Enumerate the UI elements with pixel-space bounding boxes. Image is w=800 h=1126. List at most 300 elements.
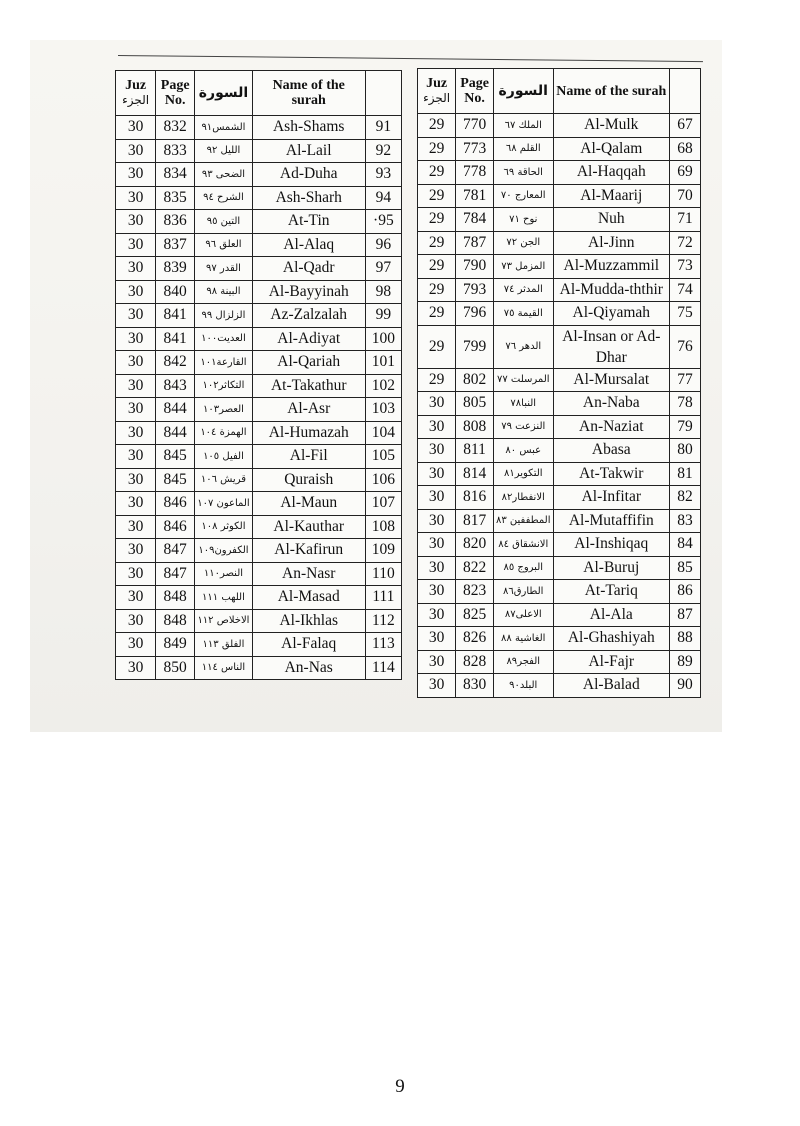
table-row: [418, 439, 701, 463]
table-row: [418, 580, 701, 604]
surah-arabic-cell: البروج ٨٥: [494, 556, 554, 580]
surah-number-cell: 80: [670, 439, 701, 463]
juz-cell: 29: [418, 161, 456, 185]
table-row: [418, 486, 701, 510]
page-cell: 817: [456, 509, 494, 533]
header-page-no: Page No.: [456, 69, 494, 114]
surah-name-cell: An-Naba: [553, 392, 670, 416]
surah-name-cell: Al-Mulk: [553, 114, 670, 138]
surah-number-cell: 105: [365, 445, 401, 469]
table-row: [116, 586, 402, 610]
header-juz-arabic: الجزء: [122, 93, 150, 107]
juz-cell: 29: [418, 231, 456, 255]
surah-number-cell: 74: [670, 278, 701, 302]
surah-arabic-cell: المزمل ٧٣: [494, 255, 554, 279]
surah-arabic-cell: قريش ١٠٦: [195, 468, 252, 492]
page-cell: 846: [156, 492, 195, 516]
juz-cell: 29: [418, 302, 456, 326]
surah-number-cell: 96: [365, 233, 401, 257]
surah-name-cell: At-Takathur: [252, 374, 365, 398]
table-body-right: [418, 114, 701, 698]
juz-cell: 30: [418, 486, 456, 510]
surah-arabic-cell: القدر ٩٧: [195, 257, 252, 281]
surah-number-cell: 83: [670, 509, 701, 533]
page-cell: 784: [456, 208, 494, 232]
surah-name-cell: Al-Kauthar: [252, 515, 365, 539]
surah-arabic-cell: القيمة ٧٥: [494, 302, 554, 326]
surah-number-cell: 110: [365, 562, 401, 586]
surah-number-cell: 98: [365, 280, 401, 304]
table-row: [116, 609, 402, 633]
surah-arabic-cell: الاخلاص ١١٢: [195, 609, 252, 633]
juz-cell: 30: [116, 139, 156, 163]
table-row: [418, 302, 701, 326]
surah-name-cell: Al-Fil: [252, 445, 365, 469]
surah-arabic-cell: الانفطار٨٢: [494, 486, 554, 510]
juz-cell: 30: [116, 421, 156, 445]
surah-arabic-cell: اللهب ١١١: [195, 586, 252, 610]
surah-number-cell: 113: [365, 633, 401, 657]
table-row: [418, 392, 701, 416]
surah-arabic-cell: الليل ٩٢: [195, 139, 252, 163]
header-surah-arabic: السورة: [195, 71, 252, 116]
juz-cell: 29: [418, 368, 456, 392]
page-cell: 796: [456, 302, 494, 326]
surah-arabic-cell: التكاثر١٠٢: [195, 374, 252, 398]
surah-arabic-cell: العصر١٠٣: [195, 398, 252, 422]
surah-number-cell: 92: [365, 139, 401, 163]
juz-cell: 30: [116, 233, 156, 257]
page-cell: 842: [156, 351, 195, 375]
surah-number-cell: 104: [365, 421, 401, 445]
surah-arabic-cell: المرسلت ٧٧: [494, 368, 554, 392]
surah-name-cell: Nuh: [553, 208, 670, 232]
table-row: [418, 161, 701, 185]
page-cell: 834: [156, 163, 195, 187]
table-row: [116, 257, 402, 281]
page-cell: 833: [156, 139, 195, 163]
juz-cell: 30: [116, 257, 156, 281]
surah-number-cell: 94: [365, 186, 401, 210]
page-cell: 840: [156, 280, 195, 304]
table-row: [116, 374, 402, 398]
juz-cell: 29: [418, 255, 456, 279]
surah-name-cell: Al-Adiyat: [252, 327, 365, 351]
surah-name-cell: Al-Jinn: [553, 231, 670, 255]
page-cell: 808: [456, 415, 494, 439]
page-cell: 846: [156, 515, 195, 539]
surah-number-cell: 78: [670, 392, 701, 416]
surah-arabic-cell: الاعلى٨٧: [494, 603, 554, 627]
surah-name-cell: Ad-Duha: [252, 163, 365, 187]
surah-name-cell: At-Tariq: [553, 580, 670, 604]
page-cell: 799: [456, 325, 494, 368]
surah-arabic-cell: الطارق٨٦: [494, 580, 554, 604]
surah-name-cell: Az-Zalzalah: [252, 304, 365, 328]
page-cell: 778: [456, 161, 494, 185]
page-cell: 839: [156, 257, 195, 281]
juz-cell: 29: [418, 278, 456, 302]
table-row: [116, 421, 402, 445]
table-row: [116, 492, 402, 516]
surah-arabic-cell: القلم ٦٨: [494, 137, 554, 161]
surah-number-cell: 77: [670, 368, 701, 392]
surah-number-cell: 109: [365, 539, 401, 563]
juz-cell: 29: [418, 137, 456, 161]
surah-name-cell: Al-Qiyamah: [553, 302, 670, 326]
juz-cell: 30: [116, 163, 156, 187]
page-cell: 781: [456, 184, 494, 208]
page-cell: 845: [156, 468, 195, 492]
surah-index-table-right: [417, 68, 701, 698]
page-number: 9: [395, 1076, 405, 1097]
surah-name-cell: Al-Qalam: [553, 137, 670, 161]
juz-cell: 30: [116, 398, 156, 422]
juz-cell: 30: [116, 116, 156, 140]
surah-name-cell: Al-Maun: [252, 492, 365, 516]
surah-number-cell: 108: [365, 515, 401, 539]
page-cell: 847: [156, 539, 195, 563]
page-cell: 802: [456, 368, 494, 392]
table-row: [116, 445, 402, 469]
page-cell: 847: [156, 562, 195, 586]
surah-number-cell: 71: [670, 208, 701, 232]
table-row: [116, 163, 402, 187]
surah-arabic-cell: الفلق ١١٣: [195, 633, 252, 657]
surah-number-cell: 111: [365, 586, 401, 610]
table-row: [116, 233, 402, 257]
surah-number-cell: 68: [670, 137, 701, 161]
page-cell: 832: [156, 116, 195, 140]
surah-name-cell: Al-Balad: [553, 674, 670, 698]
surah-arabic-cell: الملك ٦٧: [494, 114, 554, 138]
table-row: [116, 656, 402, 680]
table-row: [116, 116, 402, 140]
table-row: [116, 539, 402, 563]
surah-number-cell: ·95: [365, 210, 401, 234]
surah-number-cell: 91: [365, 116, 401, 140]
table-row: [418, 278, 701, 302]
surah-number-cell: 67: [670, 114, 701, 138]
page-cell: 826: [456, 627, 494, 651]
surah-name-cell: Al-Ghashiyah: [553, 627, 670, 651]
surah-arabic-cell: الدهر ٧٦: [494, 325, 554, 368]
surah-arabic-cell: الكوثر ١٠٨: [195, 515, 252, 539]
juz-cell: 30: [116, 304, 156, 328]
surah-name-cell: Al-Mutaffifin: [553, 509, 670, 533]
surah-number-cell: 82: [670, 486, 701, 510]
page-cell: 822: [456, 556, 494, 580]
surah-name-cell: Al-Haqqah: [553, 161, 670, 185]
table-row: [116, 398, 402, 422]
surah-arabic-cell: الشمس٩١: [195, 116, 252, 140]
surah-arabic-cell: العديت١٠٠: [195, 327, 252, 351]
surah-arabic-cell: عبس ٨٠: [494, 439, 554, 463]
table-row: [418, 114, 701, 138]
surah-number-cell: 69: [670, 161, 701, 185]
surah-arabic-cell: الفيل ١٠٥: [195, 445, 252, 469]
header-juz-label: Juz: [125, 78, 147, 93]
juz-cell: 30: [116, 586, 156, 610]
juz-cell: 30: [116, 633, 156, 657]
surah-index-table-left: [115, 70, 402, 680]
surah-number-cell: 85: [670, 556, 701, 580]
table-row: [116, 327, 402, 351]
surah-arabic-cell: نوح ٧١: [494, 208, 554, 232]
page-cell: 835: [156, 186, 195, 210]
surah-arabic-cell: الزلزال ٩٩: [195, 304, 252, 328]
table-row: [418, 231, 701, 255]
page-cell: 820: [456, 533, 494, 557]
surah-name-cell: Al-Qadr: [252, 257, 365, 281]
page-cell: 828: [456, 650, 494, 674]
table-body-left: [116, 116, 402, 680]
surah-name-cell: Ash-Shams: [252, 116, 365, 140]
surah-arabic-cell: التكوير٨١: [494, 462, 554, 486]
surah-arabic-cell: الناس ١١٤: [195, 656, 252, 680]
juz-cell: 30: [116, 515, 156, 539]
juz-cell: 30: [418, 392, 456, 416]
surah-number-cell: 88: [670, 627, 701, 651]
page-cell: 823: [456, 580, 494, 604]
surah-number-cell: 87: [670, 603, 701, 627]
surah-number-cell: 93: [365, 163, 401, 187]
juz-cell: 30: [116, 186, 156, 210]
surah-arabic-cell: البينة ٩٨: [195, 280, 252, 304]
juz-cell: 30: [418, 650, 456, 674]
surah-arabic-cell: الهمزة ١٠٤: [195, 421, 252, 445]
surah-name-cell: Al-Humazah: [252, 421, 365, 445]
juz-cell: 30: [418, 415, 456, 439]
surah-name-cell: Ash-Sharh: [252, 186, 365, 210]
header-juz: [116, 71, 156, 116]
table-row: [116, 139, 402, 163]
page-cell: 825: [456, 603, 494, 627]
surah-name-cell: Al-Buruj: [553, 556, 670, 580]
surah-number-cell: 106: [365, 468, 401, 492]
page-cell: 845: [156, 445, 195, 469]
surah-number-cell: 103: [365, 398, 401, 422]
surah-number-cell: 70: [670, 184, 701, 208]
surah-number-cell: 102: [365, 374, 401, 398]
juz-cell: 30: [418, 603, 456, 627]
surah-arabic-cell: المعارج ٧٠: [494, 184, 554, 208]
page-cell: 849: [156, 633, 195, 657]
surah-name-cell: Al-Mursalat: [553, 368, 670, 392]
surah-arabic-cell: الكفرون١٠٩: [195, 539, 252, 563]
table-row: [418, 137, 701, 161]
juz-cell: 30: [116, 327, 156, 351]
surah-name-cell: An-Nas: [252, 656, 365, 680]
surah-name-cell: Al-Insan or Ad-Dhar: [553, 325, 670, 368]
surah-arabic-cell: المطففين ٨٣: [494, 509, 554, 533]
header-page-no: Page No.: [156, 71, 195, 116]
juz-cell: 30: [116, 562, 156, 586]
surah-name-cell: Al-Falaq: [252, 633, 365, 657]
header-juz-arabic: الجزء: [423, 91, 451, 105]
surah-number-cell: 114: [365, 656, 401, 680]
juz-cell: 30: [116, 539, 156, 563]
surah-name-cell: Al-Ala: [553, 603, 670, 627]
page-cell: 773: [456, 137, 494, 161]
surah-number-cell: 90: [670, 674, 701, 698]
surah-name-cell: Al-Ikhlas: [252, 609, 365, 633]
page-cell: 837: [156, 233, 195, 257]
page-cell: 830: [456, 674, 494, 698]
surah-name-cell: Al-Mudda-ththir: [553, 278, 670, 302]
page-cell: 844: [156, 398, 195, 422]
surah-number-cell: 73: [670, 255, 701, 279]
table-row: [418, 462, 701, 486]
surah-name-cell: Al-Fajr: [553, 650, 670, 674]
page-cell: 793: [456, 278, 494, 302]
page-cell: 844: [156, 421, 195, 445]
surah-number-cell: 72: [670, 231, 701, 255]
juz-cell: 30: [116, 210, 156, 234]
surah-arabic-cell: التين ٩٥: [195, 210, 252, 234]
juz-cell: 29: [418, 184, 456, 208]
surah-number-cell: 97: [365, 257, 401, 281]
surah-arabic-cell: الجن ٧٢: [494, 231, 554, 255]
table-row: [418, 650, 701, 674]
juz-cell: 30: [418, 533, 456, 557]
surah-name-cell: Quraish: [252, 468, 365, 492]
page-cell: 841: [156, 327, 195, 351]
surah-number-cell: 86: [670, 580, 701, 604]
surah-arabic-cell: الفجر٨٩: [494, 650, 554, 674]
header-name: Name of the surah: [553, 69, 670, 114]
page-cell: 848: [156, 609, 195, 633]
table-row: [418, 509, 701, 533]
surah-arabic-cell: الانشقاق ٨٤: [494, 533, 554, 557]
surah-number-cell: 112: [365, 609, 401, 633]
surah-number-cell: 100: [365, 327, 401, 351]
surah-number-cell: 79: [670, 415, 701, 439]
surah-arabic-cell: النصر١١٠: [195, 562, 252, 586]
page-cell: 843: [156, 374, 195, 398]
juz-cell: 30: [116, 445, 156, 469]
header-name: Name of the surah: [252, 71, 365, 116]
surah-name-cell: Al-Asr: [252, 398, 365, 422]
juz-cell: 30: [116, 609, 156, 633]
juz-cell: 30: [418, 674, 456, 698]
surah-number-cell: 81: [670, 462, 701, 486]
surah-arabic-cell: الحاقة ٦٩: [494, 161, 554, 185]
table-row: [418, 184, 701, 208]
page-cell: 850: [156, 656, 195, 680]
surah-arabic-cell: الشرح ٩٤: [195, 186, 252, 210]
surah-name-cell: Al-Muzzammil: [553, 255, 670, 279]
table-row: [418, 674, 701, 698]
page-cell: 787: [456, 231, 494, 255]
surah-arabic-cell: العلق ٩٦: [195, 233, 252, 257]
juz-cell: 30: [116, 468, 156, 492]
surah-arabic-cell: المدثر ٧٤: [494, 278, 554, 302]
surah-number-cell: 75: [670, 302, 701, 326]
table-row: [418, 415, 701, 439]
table-row: [116, 468, 402, 492]
juz-cell: 30: [116, 374, 156, 398]
page-cell: 841: [156, 304, 195, 328]
surah-number-cell: 101: [365, 351, 401, 375]
surah-name-cell: Al-Lail: [252, 139, 365, 163]
table-header-row: [116, 71, 402, 116]
surah-name-cell: An-Naziat: [553, 415, 670, 439]
surah-arabic-cell: الضحى ٩٣: [195, 163, 252, 187]
juz-cell: 30: [418, 462, 456, 486]
surah-name-cell: Al-Inshiqaq: [553, 533, 670, 557]
table-row: [116, 280, 402, 304]
juz-cell: 30: [116, 656, 156, 680]
juz-cell: 29: [418, 208, 456, 232]
surah-name-cell: At-Tin: [252, 210, 365, 234]
surah-number-cell: 107: [365, 492, 401, 516]
surah-name-cell: Al-Maarij: [553, 184, 670, 208]
table-row: [418, 325, 701, 368]
table-row: [116, 633, 402, 657]
table-row: [418, 627, 701, 651]
juz-cell: 30: [418, 627, 456, 651]
table-row: [418, 208, 701, 232]
juz-cell: 30: [116, 280, 156, 304]
surah-arabic-cell: الماعون ١٠٧: [195, 492, 252, 516]
surah-name-cell: Al-Alaq: [252, 233, 365, 257]
table-row: [418, 533, 701, 557]
table-row: [418, 603, 701, 627]
surah-arabic-cell: النبا٧٨: [494, 392, 554, 416]
juz-cell: 30: [418, 509, 456, 533]
juz-cell: 29: [418, 114, 456, 138]
surah-name-cell: Al-Infitar: [553, 486, 670, 510]
surah-name-cell: Al-Qariah: [252, 351, 365, 375]
table-row: [418, 368, 701, 392]
juz-cell: 30: [116, 492, 156, 516]
page-cell: 816: [456, 486, 494, 510]
page-cell: 805: [456, 392, 494, 416]
surah-number-cell: 89: [670, 650, 701, 674]
surah-number-cell: 76: [670, 325, 701, 368]
header-juz: [418, 69, 456, 114]
page-cell: 770: [456, 114, 494, 138]
table-row: [116, 210, 402, 234]
page-cell: 848: [156, 586, 195, 610]
header-number: [365, 71, 401, 116]
surah-arabic-cell: القارعة١٠١: [195, 351, 252, 375]
surah-arabic-cell: النزعت ٧٩: [494, 415, 554, 439]
header-surah-arabic: السورة: [494, 69, 554, 114]
surah-name-cell: Al-Bayyinah: [252, 280, 365, 304]
juz-cell: 30: [418, 439, 456, 463]
page-cell: 811: [456, 439, 494, 463]
juz-cell: 30: [418, 580, 456, 604]
surah-number-cell: 99: [365, 304, 401, 328]
surah-name-cell: Abasa: [553, 439, 670, 463]
surah-name-cell: At-Takwir: [553, 462, 670, 486]
surah-arabic-cell: الغاشية ٨٨: [494, 627, 554, 651]
juz-cell: 30: [116, 351, 156, 375]
table-row: [116, 304, 402, 328]
table-row: [418, 556, 701, 580]
header-juz-label: Juz: [426, 76, 448, 91]
table-row: [116, 351, 402, 375]
page-cell: 814: [456, 462, 494, 486]
table-row: [116, 515, 402, 539]
surah-arabic-cell: البلد٩٠: [494, 674, 554, 698]
juz-cell: 30: [418, 556, 456, 580]
surah-number-cell: 84: [670, 533, 701, 557]
table-row: [116, 562, 402, 586]
page-cell: 836: [156, 210, 195, 234]
